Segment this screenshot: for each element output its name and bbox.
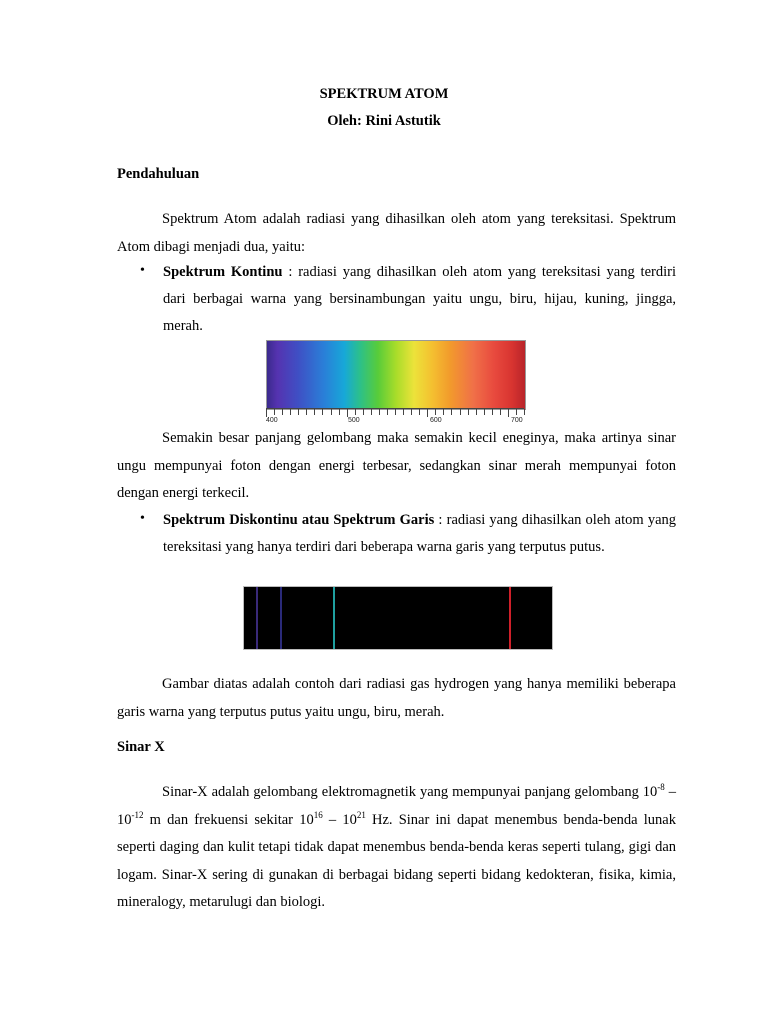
hydrogen-paragraph: Gambar diatas adalah contoh dari radiasi gas hydrogen yang hanya memiliki beberapa garis warna yang terputus putus yaitu ungu, biru, merah. <box>117 676 676 720</box>
scale-tick <box>363 409 364 415</box>
energy-paragraph: Semakin besar panjang gelombang maka semakin kecil eneginya, maka artinya sinar ungu mempunyai foton dengan energi terbesar, sedangkan sinar merah mempunyai foton dengan energi terkecil. <box>117 430 676 501</box>
scale-tick <box>371 409 372 415</box>
bullet-diskontinu-term: Spektrum Diskontinu atau Spektrum Garis <box>163 512 435 528</box>
sinar-x-paragraph: Sinar-X adalah gelombang elektromagnetik yang mempunyai panjang gelombang $10^{-8} - 10^{-12}$ m dan frekuensi sekitar $10^{16} - 10^{21}$ Hz. Sinar ini dapat menembus benda-benda lunak seperti daging dan kulit tetapi tidak dapat menembus benda-benda keras seperti tulang, gigi dan logam. Sinar-X sering di gunakan di berbagai bidang seperti bidang kedokteran, fisika, kimia, mineralogy, metarulugi dan biologi. <box>117 782 676 910</box>
scale-tick <box>427 409 428 417</box>
scale-tick <box>339 409 340 415</box>
document-author: Oleh: Rini Astutik <box>327 113 441 129</box>
bullet-diskontinu: Spektrum Diskontinu atau Spektrum Garis : radiasi yang dihasilkan oleh atom yang tereksitasi yang hanya terdiri dari beberapa warna garis yang terputus putus. <box>163 512 677 555</box>
scale-label-700: 700 <box>511 417 523 424</box>
violet-line <box>256 587 258 649</box>
scale-tick <box>274 409 275 415</box>
scale-tick <box>476 409 477 415</box>
scale-tick <box>468 409 469 415</box>
scale-tick <box>314 409 315 415</box>
scale-tick <box>419 409 420 415</box>
scale-tick <box>290 409 291 415</box>
document-title: SPEKTRUM ATOM <box>319 86 449 102</box>
scale-tick <box>516 409 517 415</box>
scale-tick <box>355 409 356 415</box>
scale-tick <box>435 409 436 415</box>
scale-tick <box>443 409 444 415</box>
scale-tick <box>322 409 323 415</box>
scale-tick <box>524 409 525 415</box>
scale-tick <box>484 409 485 415</box>
scale-tick <box>508 409 509 417</box>
scale-label-400: 400 <box>266 417 278 424</box>
section-heading-sinar-x: Sinar X <box>117 739 165 755</box>
violet-line-2 <box>280 587 282 649</box>
red-line <box>509 587 511 649</box>
scale-label-600: 600 <box>430 417 442 424</box>
scale-tick <box>379 409 380 415</box>
scale-tick <box>492 409 493 415</box>
scale-tick <box>306 409 307 415</box>
intro-paragraph: Spektrum Atom adalah radiasi yang dihasilkan oleh atom yang tereksitasi. Spektrum Atom dibagi menjadi dua, yaitu: <box>117 211 676 255</box>
scale-tick <box>411 409 412 415</box>
scale-tick <box>500 409 501 415</box>
scale-tick <box>451 409 452 415</box>
scale-tick <box>282 409 283 415</box>
scale-tick <box>403 409 404 415</box>
scale-tick <box>331 409 332 415</box>
bullet-icon: • <box>140 511 145 526</box>
scale-label-500: 500 <box>348 417 360 424</box>
cyan-line <box>333 587 335 649</box>
bullet-icon: • <box>140 263 145 278</box>
scale-tick <box>460 409 461 415</box>
line-spectrum-image <box>243 586 553 650</box>
scale-tick <box>266 409 267 417</box>
section-heading-pendahuluan: Pendahuluan <box>117 166 200 182</box>
scale-tick <box>395 409 396 415</box>
scale-tick <box>298 409 299 415</box>
bullet-kontinu: Spektrum Kontinu : radiasi yang dihasilkan oleh atom yang tereksitasi yang terdiri dari berbagai warna yang bersinambungan yaitu ungu, biru, hijau, kuning, jingga, merah. <box>163 264 676 334</box>
spectrum-scale <box>266 408 524 417</box>
bullet-kontinu-term: Spektrum Kontinu <box>163 264 283 280</box>
scale-tick <box>347 409 348 417</box>
scale-tick <box>387 409 388 415</box>
continuous-spectrum-image <box>266 340 526 410</box>
